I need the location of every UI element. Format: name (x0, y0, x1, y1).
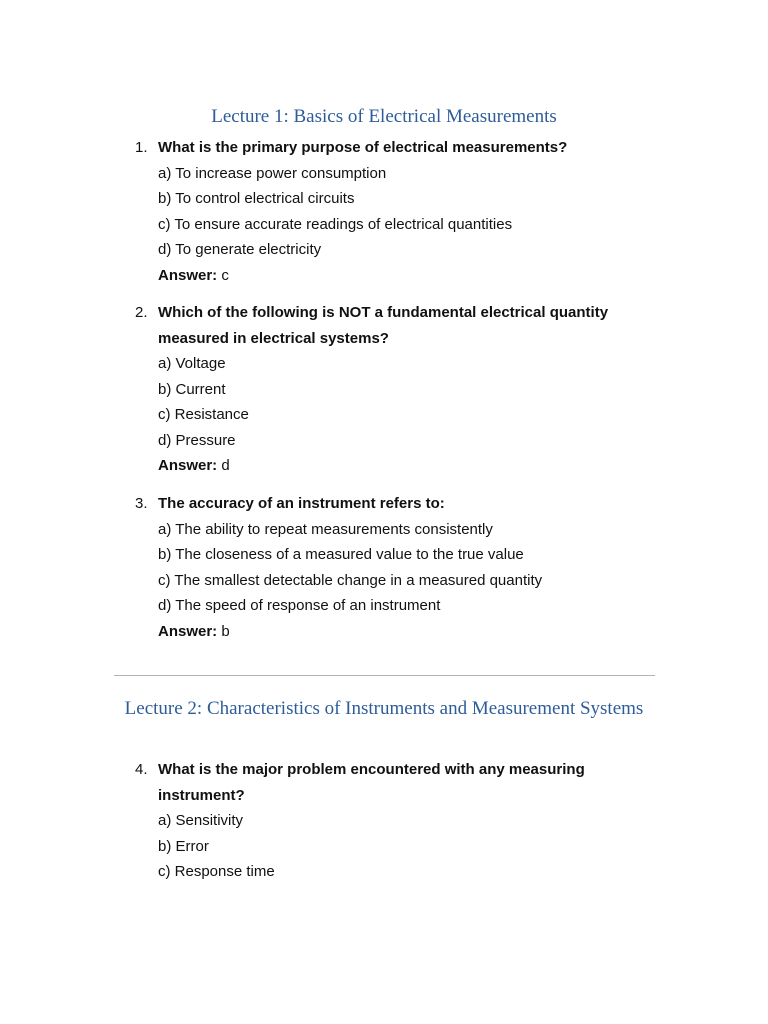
question-text: The accuracy of an instrument refers to: (158, 495, 445, 512)
answer-label: Answer: (158, 266, 218, 284)
question-3-row (130, 491, 650, 517)
question-number: 1. (135, 139, 148, 156)
answer-value: d (221, 457, 230, 474)
answer-label: Answer: (158, 622, 218, 640)
option-a: a) Voltage (158, 355, 226, 372)
option-a: a) To increase power consumption (158, 164, 387, 182)
question-text: What is the major problem encountered with any measuring instrument? (158, 761, 585, 804)
question-number: 3. (135, 495, 148, 512)
option-b: b) To control electrical circuits (158, 190, 355, 207)
option-d: d) The speed of response of an instrument (158, 597, 441, 614)
question-text: What is the primary purpose of electrical measurements? (158, 139, 568, 156)
option-c: c) To ensure accurate readings of electrical quantities (158, 215, 513, 233)
answer-line (130, 453, 650, 479)
option-b: b) The closeness of a measured value to the true value (158, 546, 524, 563)
option-d: d) Pressure (158, 431, 236, 449)
option-c: c) The smallest detectable change in a measured quantity (158, 571, 543, 589)
option-b: b) Error (158, 837, 209, 855)
option-c: c) Response time (158, 863, 275, 880)
question-1-row (130, 135, 650, 161)
option-a: a) The ability to repeat measurements consistently (158, 520, 493, 538)
option-a: a) Sensitivity (158, 812, 244, 829)
question-3 (130, 491, 650, 644)
question-4 (130, 757, 650, 885)
question-2 (130, 300, 650, 479)
question-text: Which of the following is NOT a fundamental electrical quantity measured in electrical systems? (158, 304, 609, 347)
lecture-1-heading: Lecture 1: Basics of Electrical Measurements (211, 106, 557, 127)
question-4-row (130, 757, 650, 808)
question-number: 2. (135, 304, 148, 321)
answer-line (130, 263, 650, 289)
question-2-row (130, 300, 650, 351)
lecture-2-heading: Lecture 2: Characteristics of Instruments and Measurement Systems (124, 698, 644, 719)
answer-value: b (221, 622, 230, 640)
question-number: 4. (135, 761, 148, 778)
question-1 (130, 135, 650, 288)
answer-value: c (221, 266, 229, 284)
option-b: b) Current (158, 380, 226, 398)
answer-label: Answer: (158, 457, 218, 474)
answer-line (130, 619, 650, 645)
section-divider (114, 675, 655, 676)
option-c: c) Resistance (158, 406, 249, 423)
option-d: d) To generate electricity (158, 241, 322, 258)
